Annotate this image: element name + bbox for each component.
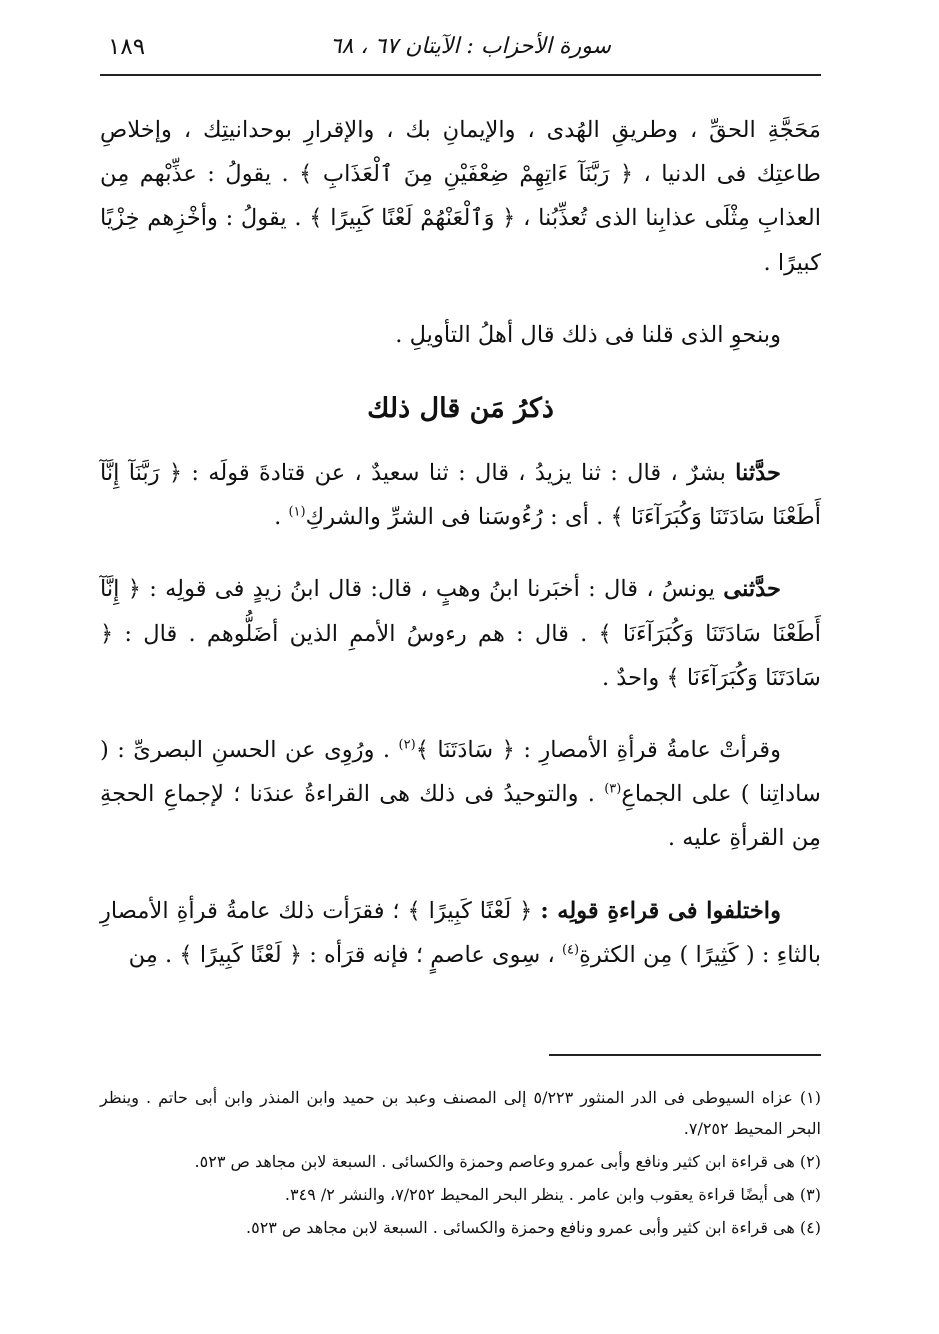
running-title: سورة الأحزاب : الآيتان ٦٧ ، ٦٨ bbox=[329, 34, 611, 59]
footnote-marker: (١) bbox=[288, 504, 306, 520]
paragraph: وبنحوِ الذى قلنا فى ذلك قال أهلُ التأويلِ . bbox=[395, 321, 781, 348]
footnote-marker: (٣) bbox=[604, 781, 622, 797]
main-text bbox=[100, 108, 821, 977]
page-header bbox=[100, 26, 821, 76]
footnote-marker: (٤) bbox=[561, 942, 580, 958]
paragraph-text: ﴿ لَعْنًا كَبِيرًا ﴾ ؛ فقرَأت ذلك عامةُ قرأةِ الأمصارِ بالثاءِ : ( كَثِيرًا ) مِن الكثرةِ bbox=[100, 897, 821, 968]
paragraph-text: بشرٌ ، قال : ثنا يزيدُ ، قال : ثنا سعيدٌ ، عن قتادةَ قولَه : ﴿ رَبَّنَآ إِنَّآ أَطَعْنَا سَادَتَنَا وَكُبَرَآءَنَا ﴾ . أى : رُءُوسَنا فى الشرِّ والشركِ bbox=[100, 460, 821, 531]
paragraph-text: . والتوحيدُ فى ذلك هى القراءةُ عندَنا ؛ لإجماعِ الحجةِ مِن القرأةِ عليه . bbox=[100, 781, 821, 852]
footnote-marker: (٢) bbox=[398, 737, 416, 753]
footnote: (١) عزاه السيوطى فى الدر المنثور ٥/٢٢٣ إلى المصنف وعبد بن حميد وابن المنذر وابن أبى حاتم . وينظر البحر المحيط ٧/٢٥٢. bbox=[100, 1088, 821, 1138]
paragraph bbox=[100, 728, 821, 861]
narration-lead: حدَّثنى bbox=[723, 576, 781, 603]
footnote: (٤) هى قراءة ابن كثير وأبى عمرو ونافع وحمزة والكسائى . السبعة لابن مجاهد ص ٥٢٣. bbox=[246, 1218, 821, 1237]
footnotes bbox=[100, 1082, 821, 1245]
paragraph bbox=[100, 567, 821, 700]
paragraph: مَحَجَّةِ الحقِّ ، وطريقِ الهُدى ، والإيمانِ بك ، والإقرارِ بوحدانيتِك ، وإخلاصِ طاعتِك فى الدنيا ، ﴿ رَبَّنَآ ءَاتِهِمْ ضِعْفَيْنِ مِنَ ٱلْعَذَابِ ﴾ . يقولُ : عذِّبْهم مِن العذابِ مِثْلَى عذابِنا الذى تُعذِّبُنا ، ﴿ وَٱلْعَنْهُمْ لَعْنًا كَبِيرًا ﴾ . يقولُ : وأخْزِهم خِزْيًا كبيرًا . bbox=[100, 117, 821, 276]
paragraph bbox=[100, 451, 821, 539]
paragraph-text: ، سِوى عاصمٍ ؛ فإنه قرَأه : ﴿ لَعْنًا كَبِيرًا ﴾ . مِن bbox=[128, 941, 562, 968]
narration-lead: حدَّثنا bbox=[735, 460, 781, 487]
paragraph-text: وقرأتْ عامةُ قرأةِ الأمصارِ : ﴿ سَادَتَنَا ﴾ bbox=[415, 737, 781, 764]
footnote: (٢) هى قراءة ابن كثير ونافع وأبى عمرو وعاصم وحمزة والكسائى . السبعة لابن مجاهد ص ٥٢٣. bbox=[194, 1152, 821, 1171]
footnote-divider bbox=[549, 1054, 821, 1056]
footnote: (٣) هى أيضًا قراءة يعقوب وابن عامر . ينظر البحر المحيط ٧/٢٥٢، والنشر ٢/ ٣٤٩. bbox=[284, 1185, 821, 1204]
paragraph-lead: واختلفوا فى قراءةِ قولِه : bbox=[540, 897, 781, 924]
paragraph-text: . bbox=[274, 504, 289, 531]
paragraph-text: يونسُ ، قال : أخبَرنا ابنُ وهبٍ ، قال: قال ابنُ زيدٍ فى قولِه : ﴿ إِنَّآ أَطَعْنَا سَادَتَنَا وَكُبَرَآءَنَا ﴾ . قال : هم رءوسُ الأممِ الذين أضَلُّوهم . قال : ﴿ سَادَتَنَا وَكُبَرَآءَنَا ﴾ واحدٌ . bbox=[100, 576, 821, 691]
page-number: ١٨٩ bbox=[108, 34, 146, 60]
paragraph bbox=[100, 889, 821, 977]
paragraph-text: . ورُوِى عن الحسنِ البصرىِّ : ( ساداتِنا ) على الجماعِ bbox=[100, 737, 821, 808]
section-title: ذكرُ مَن قال ذلك bbox=[367, 393, 554, 425]
